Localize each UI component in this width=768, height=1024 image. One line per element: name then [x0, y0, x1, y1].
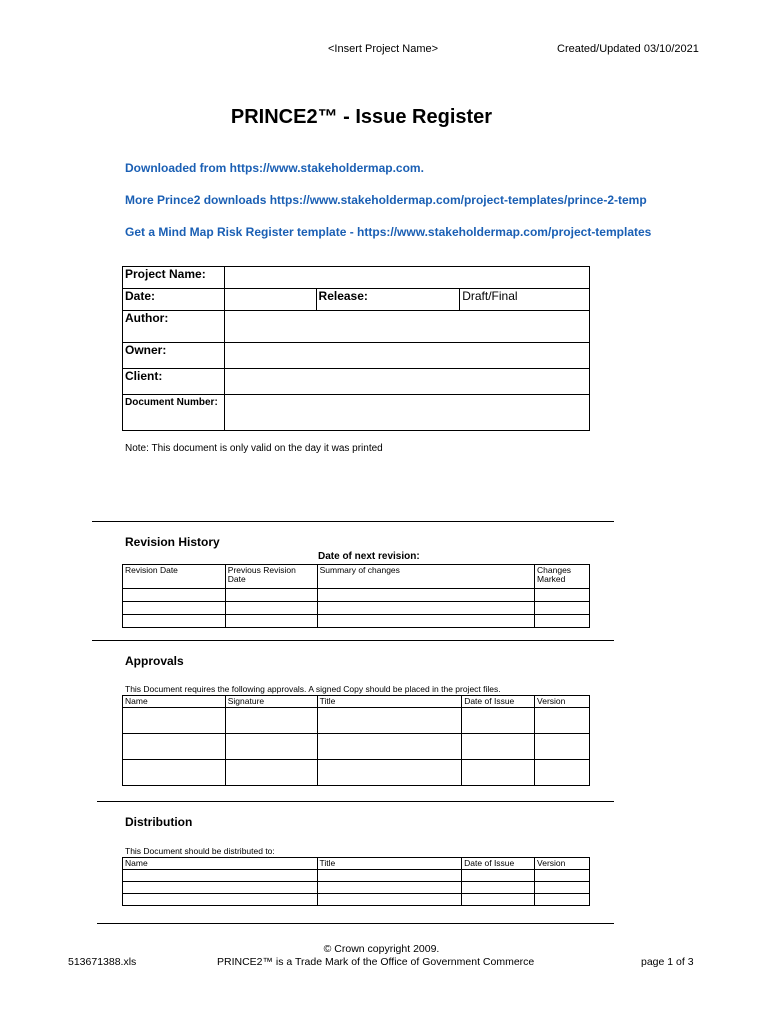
author-label: Author:	[123, 311, 225, 343]
col-header: Previous Revision Date	[225, 565, 317, 589]
table-cell[interactable]	[317, 602, 534, 615]
table-cell[interactable]	[225, 760, 317, 786]
table-cell[interactable]	[317, 615, 534, 628]
author-field[interactable]	[224, 311, 589, 343]
header-project-name: <Insert Project Name>	[328, 43, 439, 55]
col-header: Date of Issue	[462, 858, 535, 870]
table-row	[123, 870, 590, 882]
link-downloaded-from[interactable]: Downloaded from https://www.stakeholdermap.com.	[125, 161, 424, 175]
table-cell[interactable]	[317, 894, 462, 906]
link-more-prince2[interactable]: More Prince2 downloads https://www.stakeholdermap.com/project-templates/prince-2-temp	[125, 193, 647, 207]
table-row	[123, 589, 590, 602]
owner-label: Owner:	[123, 343, 225, 369]
col-header: Changes Marked	[535, 565, 590, 589]
approvals-intro: This Document requires the following approvals. A signed Copy should be placed in the project files.	[125, 684, 501, 694]
table-row	[123, 602, 590, 615]
footer-filename: 513671388.xls	[68, 956, 137, 968]
approvals-heading: Approvals	[125, 654, 184, 668]
col-header: Name	[123, 696, 226, 708]
table-cell[interactable]	[123, 708, 226, 734]
table-cell[interactable]	[123, 602, 226, 615]
table-cell[interactable]	[535, 602, 590, 615]
date-label: Date:	[123, 289, 225, 311]
owner-field[interactable]	[224, 343, 589, 369]
next-revision-label: Date of next revision:	[318, 551, 420, 562]
table-cell[interactable]	[123, 760, 226, 786]
table-cell[interactable]	[462, 870, 535, 882]
col-header: Signature	[225, 696, 317, 708]
release-label: Release:	[316, 289, 460, 311]
table-row	[123, 760, 590, 786]
copyright: © Crown copyright 2009.	[323, 943, 440, 955]
table-cell[interactable]	[123, 589, 226, 602]
table-cell[interactable]	[535, 760, 590, 786]
divider	[97, 801, 614, 802]
distribution-table	[122, 857, 590, 906]
table-cell[interactable]	[225, 708, 317, 734]
table-cell[interactable]	[225, 602, 317, 615]
col-header: Summary of changes	[317, 565, 534, 589]
table-cell[interactable]	[462, 708, 535, 734]
col-header: Revision Date	[123, 565, 226, 589]
table-cell[interactable]	[535, 589, 590, 602]
date-field[interactable]	[224, 289, 316, 311]
table-cell[interactable]	[535, 708, 590, 734]
table-cell[interactable]	[225, 615, 317, 628]
table-cell[interactable]	[317, 708, 462, 734]
table-cell[interactable]	[123, 882, 318, 894]
client-field[interactable]	[224, 369, 589, 395]
table-cell[interactable]	[123, 870, 318, 882]
table-cell[interactable]	[462, 760, 535, 786]
table-cell[interactable]	[225, 589, 317, 602]
col-header: Title	[317, 858, 462, 870]
approvals-table	[122, 695, 590, 786]
table-row	[123, 882, 590, 894]
table-cell[interactable]	[225, 734, 317, 760]
table-cell[interactable]	[123, 734, 226, 760]
distribution-intro: This Document should be distributed to:	[125, 846, 275, 856]
footer-page-number: page 1 of 3	[641, 956, 694, 968]
table-row	[123, 894, 590, 906]
table-row	[123, 708, 590, 734]
table-cell[interactable]	[535, 870, 590, 882]
project-name-field[interactable]	[224, 267, 589, 289]
table-cell[interactable]	[317, 870, 462, 882]
table-cell[interactable]	[462, 882, 535, 894]
footer-trademark: PRINCE2™ is a Trade Mark of the Office of Government Commerce	[217, 956, 535, 968]
table-cell[interactable]	[535, 882, 590, 894]
revision-history-heading: Revision History	[125, 535, 220, 549]
divider	[92, 521, 614, 522]
validity-note: Note: This document is only valid on the day it was printed	[125, 443, 383, 454]
page-title: PRINCE2™ - Issue Register	[230, 106, 493, 128]
divider	[92, 640, 614, 641]
col-header: Title	[317, 696, 462, 708]
table-cell[interactable]	[535, 615, 590, 628]
document-info-table	[122, 266, 590, 431]
table-cell[interactable]	[317, 734, 462, 760]
divider	[97, 923, 614, 924]
header-created-date: Created/Updated 03/10/2021	[557, 43, 699, 55]
revision-history-table	[122, 564, 590, 628]
col-header: Version	[535, 696, 590, 708]
document-number-field[interactable]	[224, 395, 589, 431]
client-label: Client:	[123, 369, 225, 395]
document-number-label: Document Number:	[123, 395, 225, 431]
distribution-heading: Distribution	[125, 815, 193, 829]
table-cell[interactable]	[535, 894, 590, 906]
table-cell[interactable]	[535, 734, 590, 760]
link-mind-map-risk[interactable]: Get a Mind Map Risk Register template - https://www.stakeholdermap.com/project-templates	[125, 225, 652, 239]
table-cell[interactable]	[317, 882, 462, 894]
table-cell[interactable]	[123, 894, 318, 906]
table-cell[interactable]	[317, 760, 462, 786]
table-row	[123, 734, 590, 760]
table-row	[123, 615, 590, 628]
col-header: Version	[535, 858, 590, 870]
col-header: Date of Issue	[462, 696, 535, 708]
table-cell[interactable]	[317, 589, 534, 602]
table-cell[interactable]	[123, 615, 226, 628]
table-cell[interactable]	[462, 734, 535, 760]
col-header: Name	[123, 858, 318, 870]
release-field[interactable]: Draft/Final	[460, 289, 590, 311]
table-cell[interactable]	[462, 894, 535, 906]
project-name-label: Project Name:	[123, 267, 225, 289]
